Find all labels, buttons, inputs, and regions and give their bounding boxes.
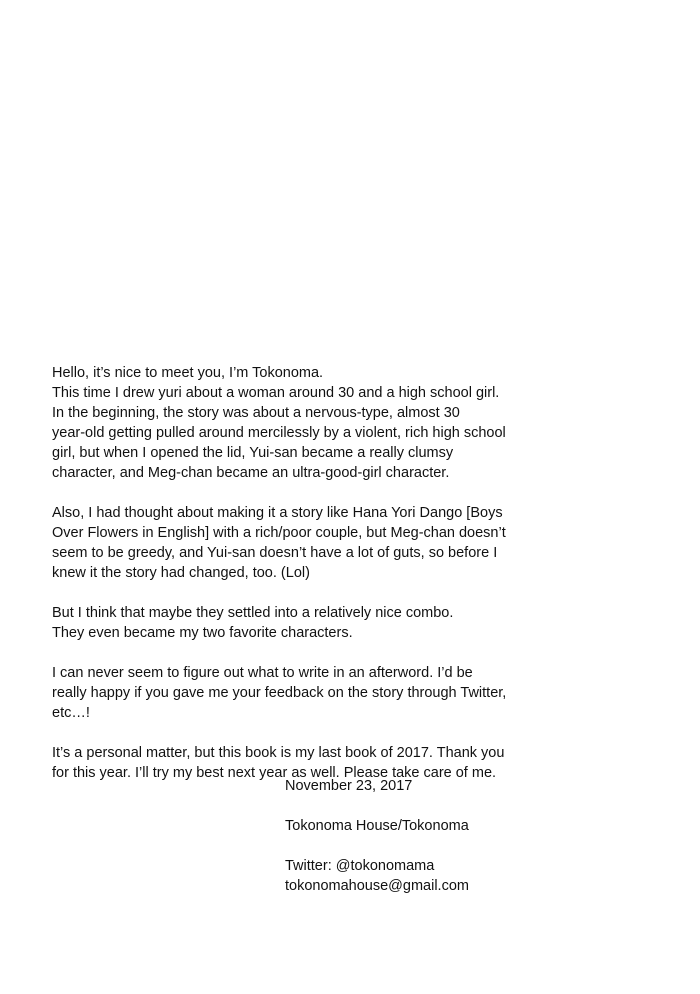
letter-line: girl, but when I opened the lid, Yui-san became a really clumsy bbox=[52, 445, 454, 461]
letter-paragraph-1 bbox=[52, 363, 612, 483]
letter-body bbox=[52, 363, 612, 803]
signature-date: November 23, 2017 bbox=[285, 778, 413, 794]
signature-twitter: Twitter: @tokonomama bbox=[285, 858, 435, 874]
signature-email: tokonomahouse@gmail.com bbox=[285, 878, 469, 894]
signature-contact-block bbox=[285, 856, 665, 896]
signature-author-block bbox=[285, 816, 665, 836]
letter-line: They even became my two favorite characters. bbox=[52, 625, 353, 641]
letter-line: Hello, it’s nice to meet you, I’m Tokonoma. bbox=[52, 365, 324, 381]
letter-line: But I think that maybe they settled into a relatively nice combo. bbox=[52, 605, 454, 621]
letter-line: year-old getting pulled around mercilessly by a violent, rich high school bbox=[52, 425, 506, 441]
signature-author: Tokonoma House/Tokonoma bbox=[285, 818, 469, 834]
letter-line: I can never seem to figure out what to write in an afterword. I’d be bbox=[52, 665, 473, 681]
letter-line: really happy if you gave me your feedback on the story through Twitter, bbox=[52, 685, 507, 701]
letter-line: In the beginning, the story was about a nervous-type, almost 30 bbox=[52, 405, 460, 421]
letter-paragraph-3 bbox=[52, 603, 612, 643]
letter-line: etc…! bbox=[52, 705, 90, 721]
letter-line: seem to be greedy, and Yui-san doesn’t have a lot of guts, so before I bbox=[52, 545, 498, 561]
letter-line: It’s a personal matter, but this book is my last book of 2017. Thank you bbox=[52, 745, 505, 761]
letter-line: for this year. I’ll try my best next year as well. Please take care of me. bbox=[52, 765, 497, 781]
letter-line: Also, I had thought about making it a story like Hana Yori Dango [Boys bbox=[52, 505, 503, 521]
signature-block bbox=[285, 776, 665, 916]
letter-paragraph-4 bbox=[52, 663, 612, 723]
letter-line: knew it the story had changed, too. (Lol) bbox=[52, 565, 310, 581]
letter-line: character, and Meg-chan became an ultra-good-girl character. bbox=[52, 465, 450, 481]
signature-date-block bbox=[285, 776, 665, 796]
letter-line: Over Flowers in English] with a rich/poor couple, but Meg-chan doesn’t bbox=[52, 525, 506, 541]
letter-paragraph-2 bbox=[52, 503, 612, 583]
letter-line: This time I drew yuri about a woman around 30 and a high school girl. bbox=[52, 385, 500, 401]
